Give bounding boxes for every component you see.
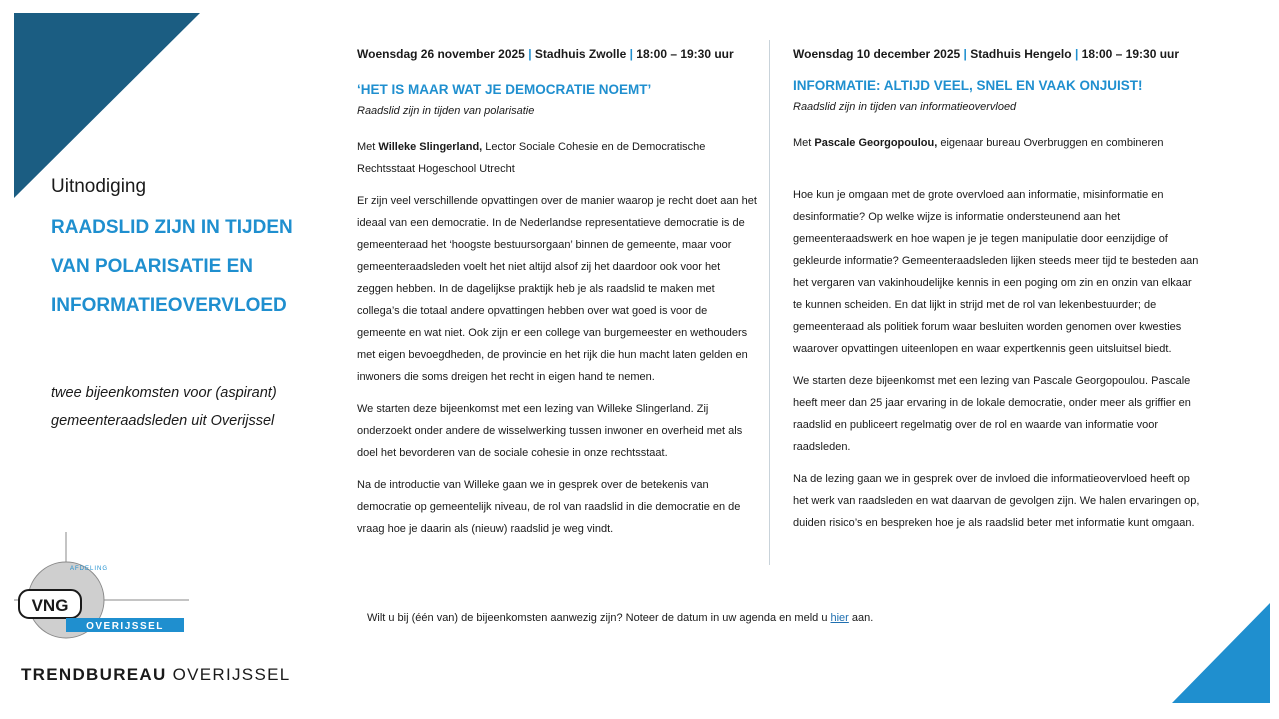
vng-overijssel-logo: [14, 530, 189, 640]
logo-vng-text: VNG: [31, 596, 69, 615]
event-2-paragraph: Na de lezing gaan we in gesprek over de invloed die informatieovervloed heeft op het werk van raadsleden en wat daarvan de gevolgen zijn. We halen ervaringen op, duiden risico’s en bespreken hoe je als raadslid beter met informatie kunt omgaan.: [793, 473, 1200, 529]
logo-arc-text: AFDELING: [70, 566, 109, 572]
trendbureau-brand: TRENDBUREAU OVERIJSSEL: [21, 665, 291, 684]
event-1-title: ‘HET IS MAAR WAT JE DEMOCRATIE NOEMT’: [357, 82, 652, 97]
event-1-speaker: Met Willeke Slingerland, Lector Sociale Cohesie en de Democratische Rechtsstaat Hogeschool Utrecht: [357, 141, 706, 175]
event-1-column: [357, 42, 757, 550]
main-headline: RAADSLID ZIJN IN TIJDEN VAN POLARISATIE EN INFORMATIEOVERVLOED: [51, 217, 293, 316]
event-2-paragraph: Hoe kun je omgaan met de grote overvloed aan informatie, misinformatie en desinformatie? Op welke wijze is informatie ondersteunend aan het gemeenteraadswerk en hoe wapen je je tegen manipulatie door eenzijdige of gekleurde informatie? Gemeenteraadsleden lijken steeds meer tijd te besteden aan het vergaren van vakinhoudelijke kennis in een poging om zin en onzin van elkaar te kunnen scheiden. En dat lijkt in strijd met de rol van lekenbestuurder; de gemeenteraad als politiek forum waar besluiten worden genomen over kwesties waarover opvattingen uiteenlopen en waar expertkennis geen uitsluitsel biedt.: [793, 189, 1199, 355]
event-2-subtitle: Raadslid zijn in tijden van informatieovervloed: [793, 101, 1017, 113]
intro-block: [51, 176, 341, 435]
logo-region-text: OVERIJSSEL: [86, 621, 164, 632]
event-1-paragraph: Na de introductie van Willeke gaan we in gesprek over de betekenis van democratie op gemeentelijk niveau, de rol van raadslid in die democratie en de vraag hoe je daarin als (nieuw) raadslid je weg vindt.: [357, 479, 741, 535]
registration-note: Wilt u bij (één van) de bijeenkomsten aanwezig zijn? Noteer de datum in uw agenda en meld u hier aan.: [367, 612, 874, 624]
bottom-right-triangle: [1172, 603, 1270, 703]
event-2-title: INFORMATIE: ALTIJD VEEL, SNEL EN VAAK ONJUIST!: [793, 78, 1143, 93]
event-2-date-header: Woensdag 10 december 2025 | Stadhuis Hengelo | 18:00 – 19:30 uur: [793, 47, 1180, 61]
event-1-date-header: Woensdag 26 november 2025 | Stadhuis Zwolle | 18:00 – 19:30 uur: [357, 47, 734, 61]
invitation-label: Uitnodiging: [51, 176, 147, 197]
intro-subtitle: twee bijeenkomsten voor (aspirant) gemeenteraadsleden uit Overijssel: [51, 385, 277, 429]
event-1-paragraph: Er zijn veel verschillende opvattingen over de manier waarop je recht doet aan het ideaal van een democratie. In de Nederlandse representatieve democratie is de gemeenteraad het ‘hoogste bestuursorgaan’ binnen de gemeente, maar voor gemeenteraadsleden voelt het niet altijd alsof zij het daardoor ook voor het zeggen hebben. In de dagelijkse praktijk heb je als raadslid te maken met collega’s die totaal andere opvattingen hebben over wat goed is voor de gemeente en wat niet. Ook zijn er een college van burgemeester en wethouders met eigen bevoegdheden, de provincie en het rijk die hun macht laten gelden en inwoners die soms dreigen het recht in eigen hand te nemen.: [357, 195, 757, 383]
event-1-subtitle: Raadslid zijn in tijden van polarisatie: [357, 105, 535, 117]
event-2-paragraph: We starten deze bijeenkomst met een lezing van Pascale Georgopoulou. Pascale heeft meer dan 25 jaar ervaring in de lokale democratie, onder meer als griffier en raadslid en publiceert regelmatig over de rol en waarde van informatie voor raadsleden.: [793, 375, 1191, 453]
register-link[interactable]: hier: [830, 612, 849, 624]
event-1-paragraph: We starten deze bijeenkomst met een lezing van Willeke Slingerland. Zij onderzoekt onder andere de wisselwerking tussen inwoner en overheid met als doel het bevorderen van de sociale cohesie in onze rechtsstaat.: [357, 403, 743, 459]
column-divider: [769, 40, 770, 565]
top-left-triangle: [14, 13, 200, 198]
event-2-speaker: Met Pascale Georgopoulou, eigenaar bureau Overbruggen en combineren: [793, 137, 1164, 149]
event-2-column: [793, 42, 1203, 544]
